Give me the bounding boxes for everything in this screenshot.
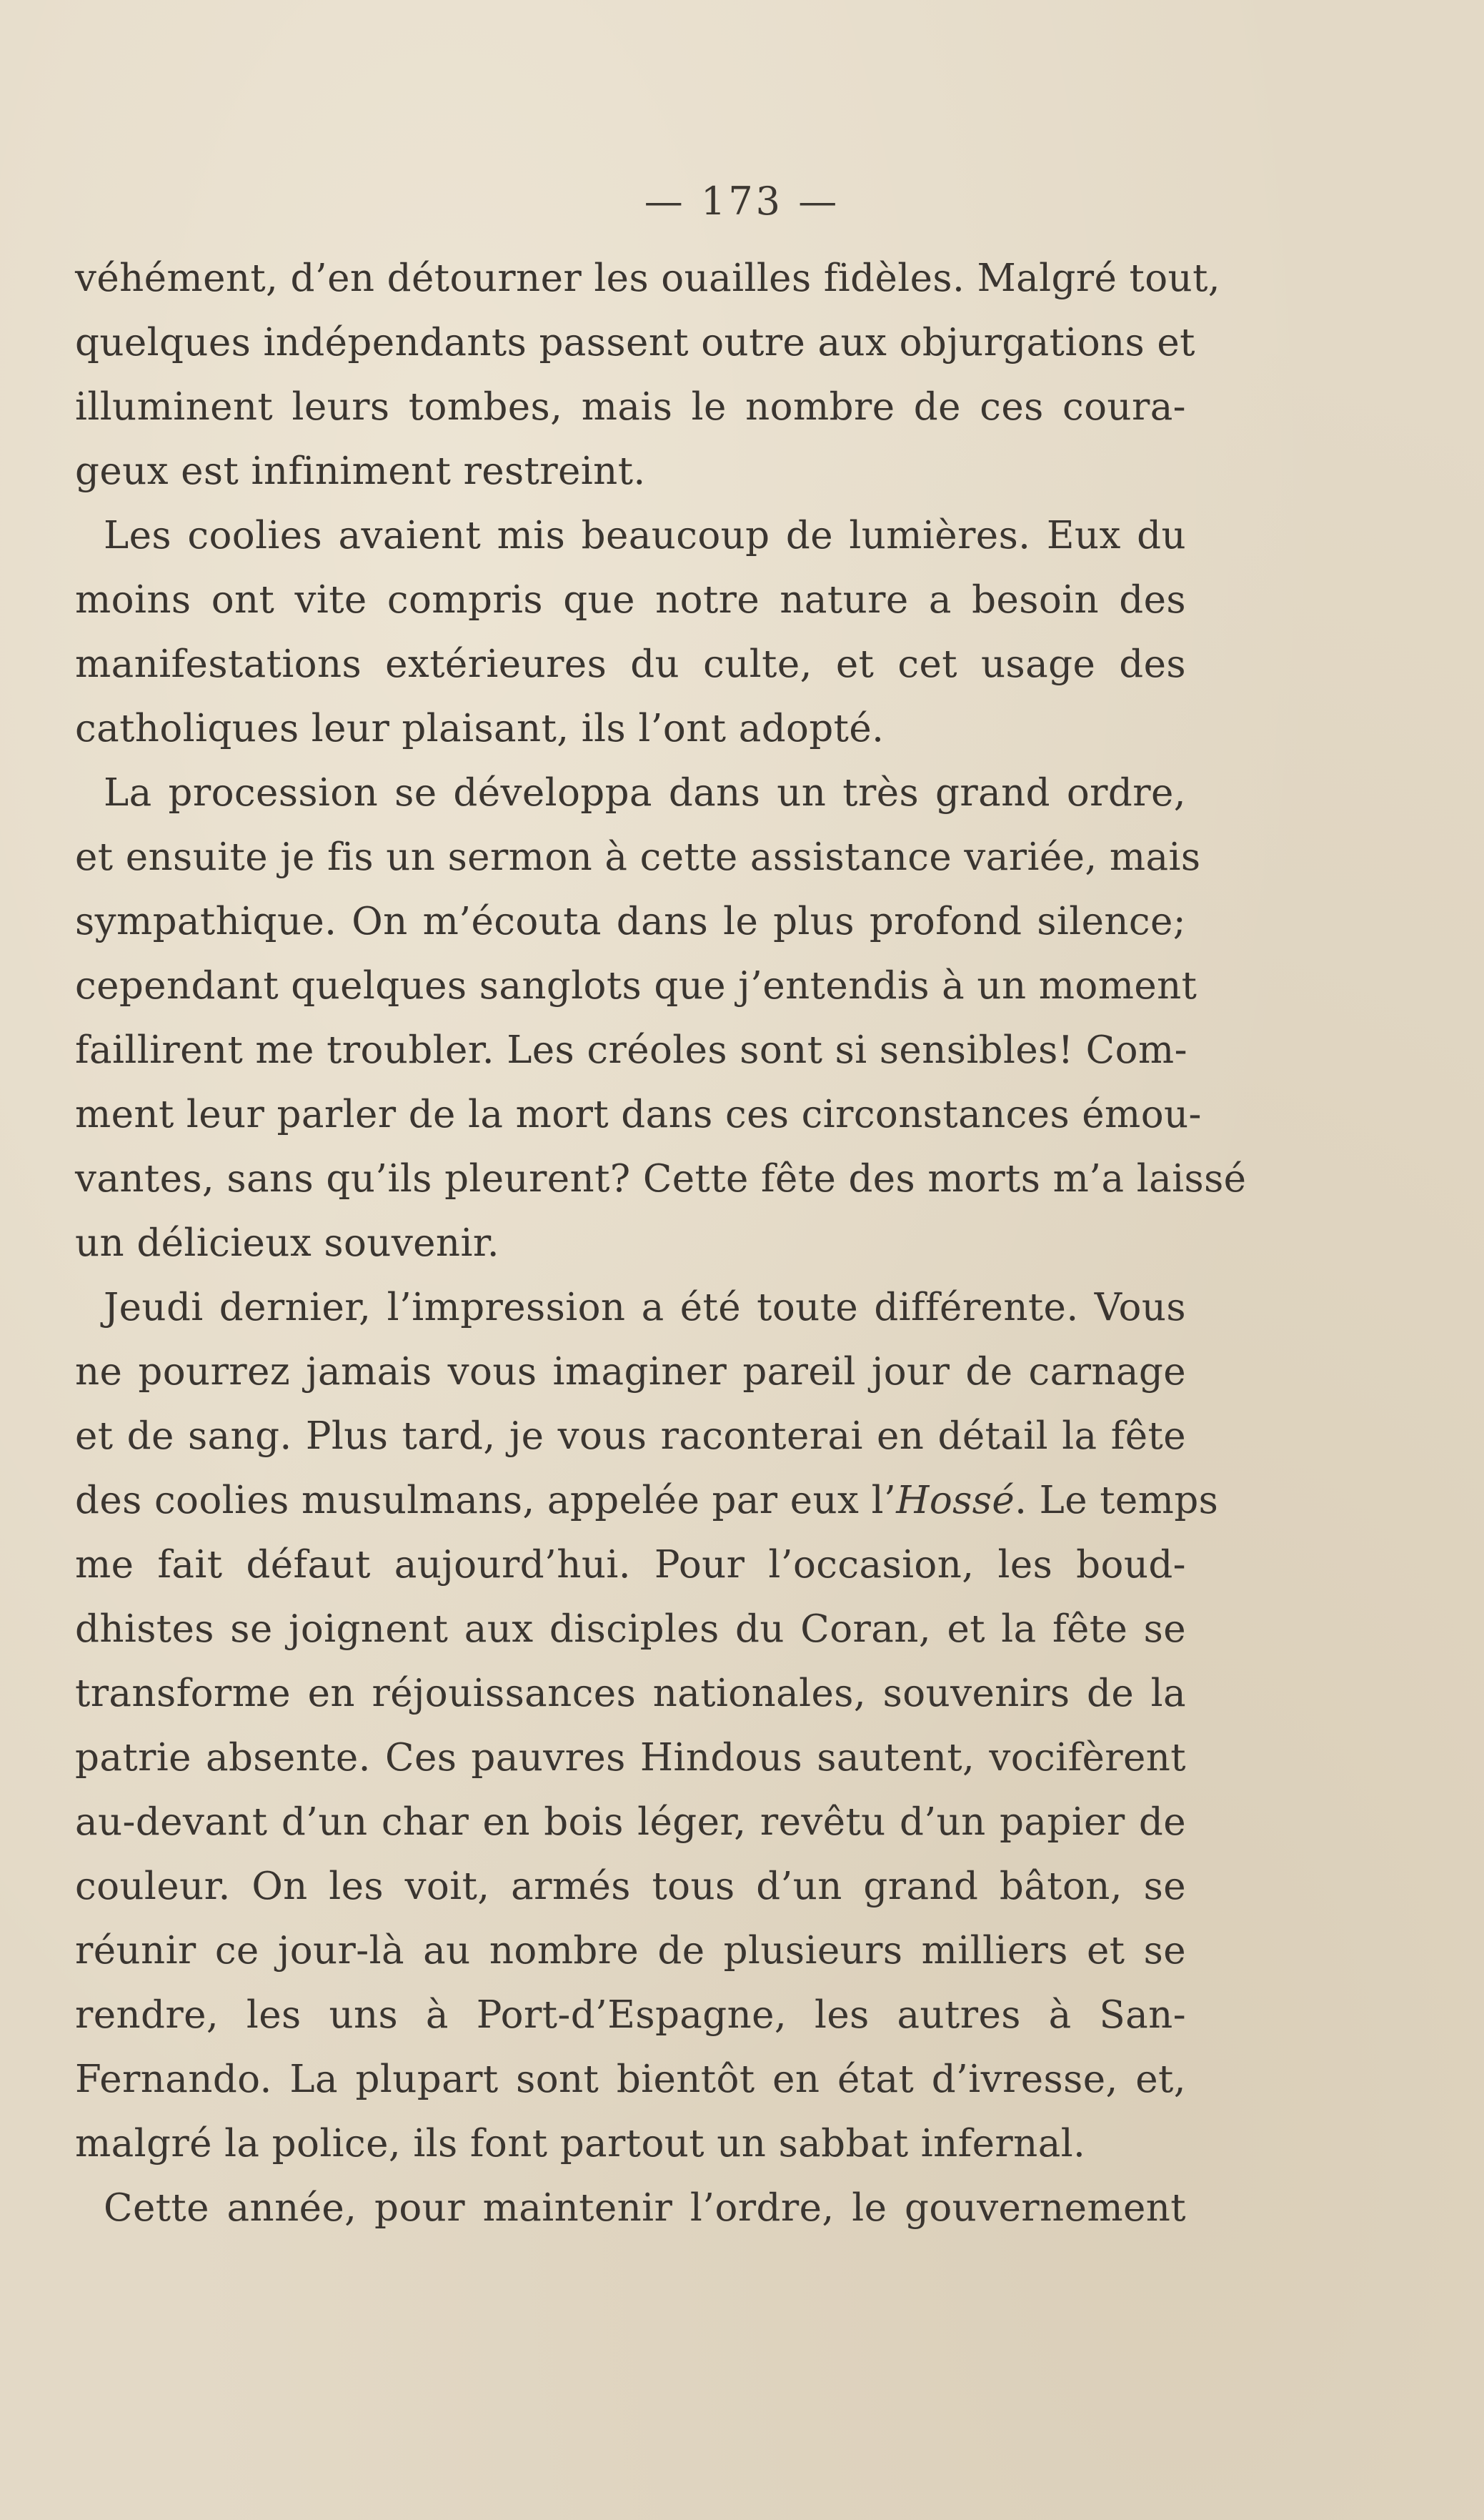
text-line: au-devant d’un char en bois léger, revêtu d’un papier de [75, 1800, 1186, 1844]
text-line: Les coolies avaient mis beaucoup de lumières. Eux du [104, 514, 1186, 557]
text-line: faillirent me troubler. Les créoles sont si sensibles! Com- [75, 1028, 1187, 1072]
text-segment: . Le temps [1015, 1479, 1219, 1522]
italic-term: Hossé [896, 1479, 1015, 1522]
text-line: catholiques leur plaisant, ils l’ont adopté. [75, 707, 885, 750]
text-line: geux est infiniment restreint. [75, 450, 646, 493]
text-line: ne pourrez jamais vous imaginer pareil jour de carnage [75, 1350, 1186, 1394]
text-line: sympathique. On m’écouta dans le plus profond silence; [75, 900, 1186, 943]
text-line: patrie absente. Ces pauvres Hindous sautent, vocifèrent [75, 1736, 1186, 1780]
text-line: rendre, les uns à Port-d’Espagne, les autres à San- [75, 1993, 1186, 2037]
text-line: La procession se développa dans un très grand ordre, [104, 771, 1186, 815]
text-line: me fait défaut aujourd’hui. Pour l’occasion, les boud- [75, 1543, 1186, 1587]
text-line: couleur. On les voit, armés tous d’un grand bâton, se [75, 1865, 1186, 1908]
text-line: ment leur parler de la mort dans ces circonstances émou- [75, 1093, 1202, 1136]
text-line: dhistes se joignent aux disciples du Coran, et la fête se [75, 1607, 1186, 1651]
text-line: moins ont vite compris que notre nature a besoin des [75, 578, 1186, 622]
text-line: Cette année, pour maintenir l’ordre, le gouvernement [104, 2186, 1186, 2230]
text-line: malgré la police, ils font partout un sabbat infernal. [75, 2122, 1086, 2166]
page-number: — 173 — [644, 179, 840, 224]
text-line: réunir ce jour-là au nombre de plusieurs milliers et se [75, 1929, 1186, 1973]
text-line: vantes, sans qu’ils pleurent? Cette fête des morts m’a laissé [75, 1157, 1247, 1201]
text-line: Jeudi dernier, l’impression a été toute différente. Vous [104, 1286, 1186, 1329]
text-line: illuminent leurs tombes, mais le nombre de ces coura- [75, 385, 1186, 429]
text-line: et ensuite je fis un sermon à cette assistance variée, mais [75, 835, 1201, 879]
text-line: quelques indépendants passent outre aux objurgations et [75, 321, 1195, 364]
text-line: Fernando. La plupart sont bientôt en état d’ivresse, et, [75, 2058, 1186, 2101]
text-line: transforme en réjouissances nationales, souvenirs de la [75, 1672, 1186, 1715]
text-line [75, 1469, 1219, 1533]
body-text [75, 247, 1247, 2241]
text-line: un délicieux souvenir. [75, 1221, 499, 1265]
text-line: véhément, d’en détourner les ouailles fidèles. Malgré tout, [75, 257, 1221, 300]
text-line: cependant quelques sanglots que j’entendis à un moment [75, 964, 1197, 1008]
text-line: et de sang. Plus tard, je vous raconterai en détail la fête [75, 1414, 1186, 1458]
text-line: manifestations extérieures du culte, et cet usage des [75, 643, 1186, 686]
text-segment: des coolies musulmans, appelée par eux l’ [75, 1479, 897, 1522]
